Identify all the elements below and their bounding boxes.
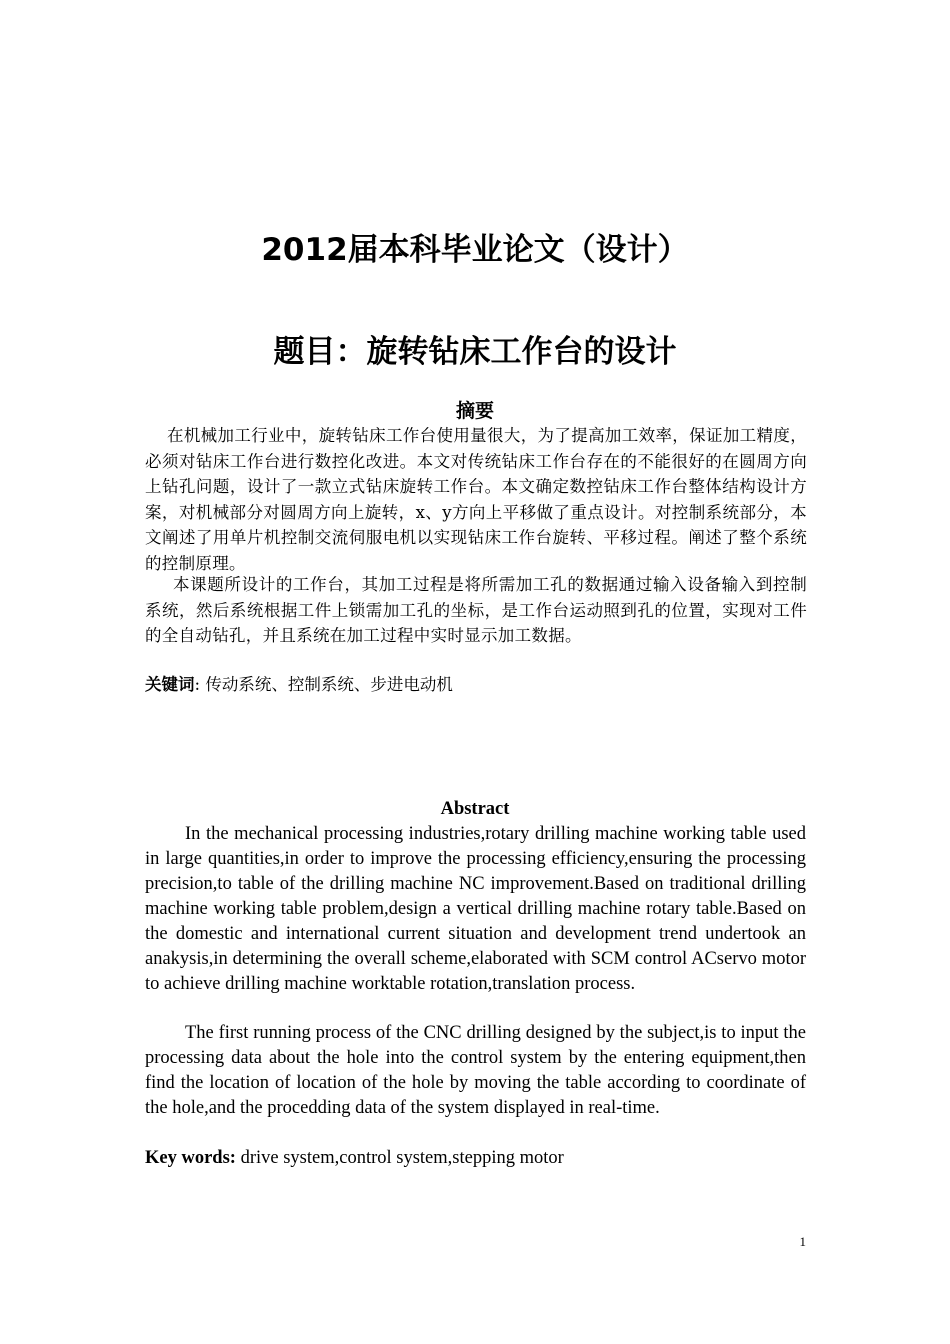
cn-keywords — [145, 672, 453, 698]
thesis-title: 2012届本科毕业论文（设计） — [261, 232, 689, 268]
cn-keywords-text: 传动系统、控制系统、步进电动机 — [205, 675, 453, 694]
en-abstract-paragraph: In the mechanical processing industries,rotary drilling machine working table used in large quantities,in order to improve the processing efficiency,ensuring the processing precision,to table of the drilling machine NC improvement.Based on traditional drilling machine working table problem,design a vertical drilling machine rotary table.Based on the domestic and international current situation and development trend undertook an anakysis,in determining the overall scheme,elaborated with SCM control ACservo motor to achieve drilling machine worktable rotation,translation process. — [145, 824, 806, 994]
en-keywords-label: Key words: — [145, 1148, 236, 1168]
cn-abstract-paragraph: 本课题所设计的工作台，其加工过程是将所需加工孔的数据通过输入设备输入到控制系统，然后系统根据工件上锁需加工孔的坐标，是工作台运动照到孔的位置，实现对工件的全自动钻孔，并且系统在加工过程中实时显示加工数据。 — [145, 575, 807, 646]
en-abstract-heading: Abstract — [440, 799, 510, 819]
page-number: 1 — [799, 1234, 806, 1249]
en-abstract-paragraph: The first running process of the CNC drilling designed by the subject,is to input the processing data about the hole into the control system by the entering equipment,then find the location of location of the hole by moving the table according to coordinate of the hole,and the procedding data of the system displayed in real-time. — [145, 1023, 806, 1118]
cn-abstract-heading: 摘要 — [455, 400, 494, 422]
thesis-topic: 题目：旋转钻床工作台的设计 — [273, 334, 677, 370]
cn-keywords-separator: : — [194, 675, 206, 694]
en-keywords-text: drive system,control system,stepping motor — [240, 1148, 564, 1168]
cn-abstract-paragraph: 在机械加工行业中，旋转钻床工作台使用量很大，为了提高加工效率，保证加工精度，必须对钻床工作台进行数控化改进。本文对传统钻床工作台存在的不能很好的在圆周方向上钻孔问题，设计了一款立式钻床旋转工作台。本文确定数控钻床工作台整体结构设计方案，对机械部分对圆周方向上旋转，x、y方向上平移做了重点设计。对控制系统部分，本文阐述了用单片机控制交流伺服电机以实现钻床工作台旋转、平移过程。阐述了整个系统的控制原理。 — [145, 426, 807, 573]
cn-keywords-label: 关键词 — [145, 675, 195, 694]
en-keywords — [145, 1146, 564, 1170]
